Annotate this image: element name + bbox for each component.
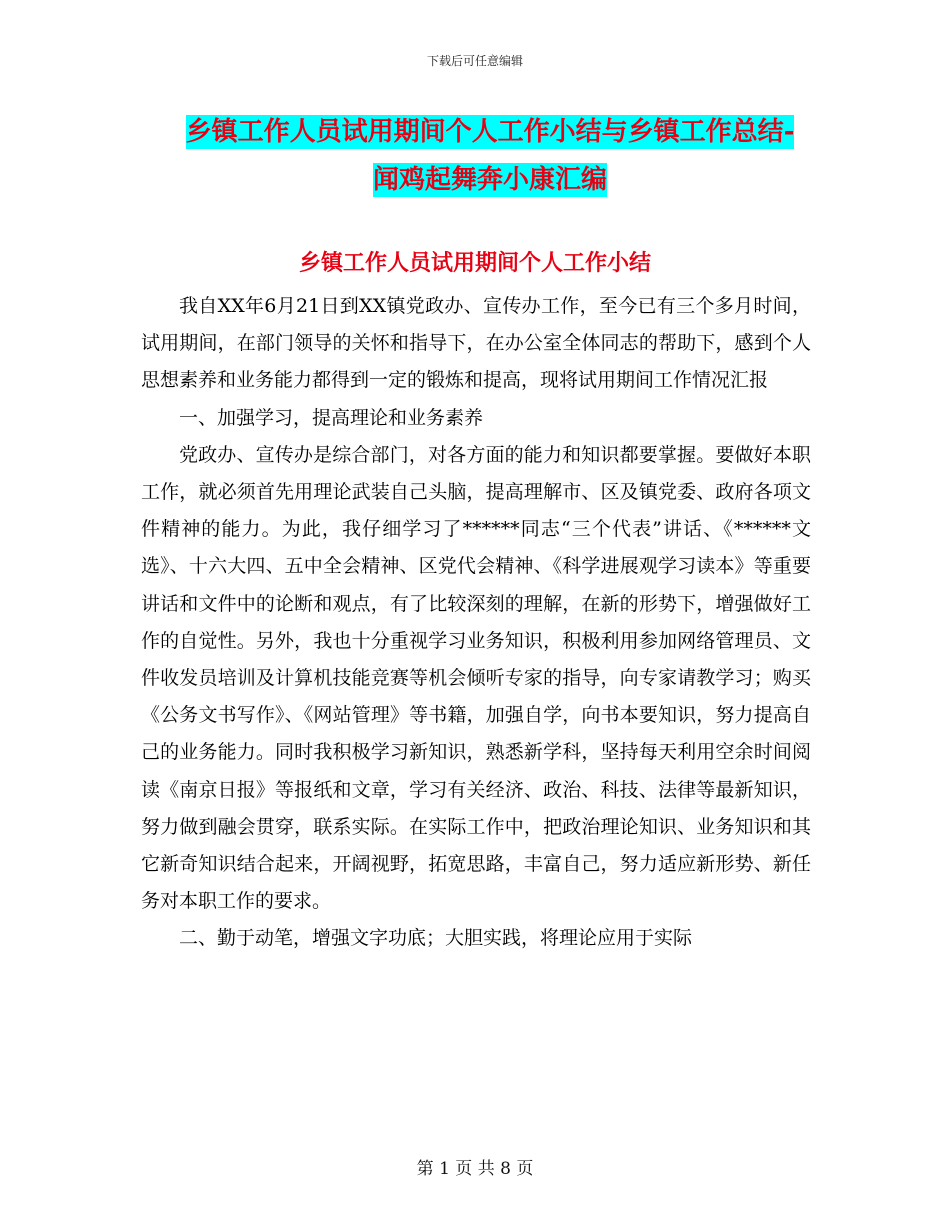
header-note: 下载后可任意编辑 — [426, 54, 523, 68]
body-text — [141, 288, 811, 958]
paragraph-heading-1: 一、加强学习，提高理论和业务素养 — [179, 406, 484, 429]
paragraph-intro: 我自XX年6月21日到XX镇党政办、宣传办工作，至今已有三个多月时间，试用期间，在部门领导的关怀和指导下，在办公室全体同志的帮助下，感到个人思想素养和业务能力都得到一定的锻炼和提高，现将试用期间工作情况汇报 — [141, 295, 811, 392]
document-title-line1: 乡镇工作人员试用期间个人工作小结与乡镇工作总结- — [185, 117, 795, 147]
paragraph-study: 党政办、宣传办是综合部门，对各方面的能力和知识都要掌握。要做好本职工作，就必须首先用理论武装自己头脑，提高理解市、区及镇党委、政府各项文件精神的能力。为此，我仔细学习了******同志“三个代表”讲话、《******文选》、十六大四、五中全会精神、区党代会精神、《科学进展观学习读本》等重要讲话和文件中的论断和观点，有了比较深刻的理解，在新的形势下，增强做好工作的自觉性。另外，我也十分重视学习业务知识，积极利用参加网络管理员、文件收发员培训及计算机技能竞赛等机会倾听专家的指导，向专家请教学习；购买《公务文书写作》、《网站管理》等书籍，加强自学，向书本要知识，努力提高自己的业务能力。同时我积极学习新知识，熟悉新学科，坚持每天利用空余时间阅读《南京日报》等报纸和文章，学习有关经济、政治、科技、法律等最新知识，努力做到融会贯穿，联系实际。在实际工作中，把政治理论知识、业务知识和其它新奇知识结合起来，开阔视野，拓宽思路，丰富自己，努力适应新形势、新任务对本职工作的要求。 — [141, 443, 811, 913]
section-heading: 乡镇工作人员试用期间个人工作小结 — [298, 250, 651, 276]
document-title — [140, 108, 840, 204]
document-title-line2: 闻鸡起舞奔小康汇编 — [372, 165, 607, 195]
paragraph-heading-2: 二、勤于动笔，增强文字功底；大胆实践，将理论应用于实际 — [179, 927, 693, 950]
page-number: 第 1 页 共 8 页 — [416, 1159, 534, 1179]
